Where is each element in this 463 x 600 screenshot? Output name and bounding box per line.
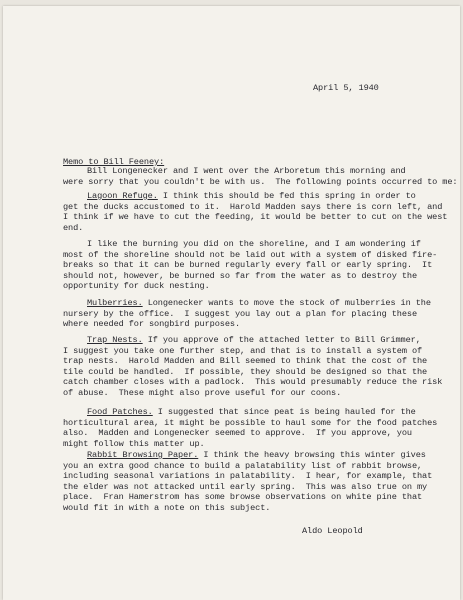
section-line: you an extra good chance to build a palatability list of rabbit browse, <box>63 460 423 471</box>
intro-line: Bill Longenecker and I went over the Arboretum this morning and <box>87 166 406 176</box>
section-line: I suggest you take one further step, and that is to install a system of <box>63 345 423 356</box>
section-line: I think if we have to cut the feeding, it would be better to cut on the west <box>63 212 448 223</box>
section-line: I like the burning you did on the shoreline, and I am wondering if <box>87 239 421 249</box>
letter-date: April 5, 1940 <box>313 83 379 93</box>
section-heading: Mulberries. <box>87 298 143 308</box>
section-food-patches <box>63 407 437 449</box>
section-trap-nests <box>63 335 442 399</box>
section-heading: Rabbit Browsing Paper. <box>87 450 199 460</box>
section-line: I suggested that since peat is being hauled for the <box>152 407 416 417</box>
section-line: I think the heavy browsing this winter gives <box>198 450 426 460</box>
section-line: the elder was not attacked until early spring. This was also true on my <box>63 481 428 492</box>
signature: Aldo Leopold <box>302 526 363 536</box>
section-line: where needed for songbird purposes. <box>63 319 240 330</box>
section-shoreline <box>63 239 437 292</box>
section-line: also. Madden and Longenecker seemed to approve. If you approve, you <box>63 428 412 439</box>
section-line: might follow this matter up. <box>63 438 205 449</box>
section-line: breaks so that it can be burned regularly every fall or early spring. It <box>63 260 433 271</box>
section-line: of abuse. These might also prove useful for our coons. <box>63 387 342 398</box>
section-line: nursery by the office. I suggest you lay out a plan for placing these <box>63 308 417 319</box>
section-line: horticultural area, it might be possible to haul some for the food patches <box>63 417 438 428</box>
intro-paragraph <box>63 166 457 187</box>
section-line: catch chamber closes with a padlock. This would presumably reduce the risk <box>63 377 443 388</box>
section-rabbit-browsing <box>63 450 432 514</box>
section-line: opportunity for duck nesting. <box>63 281 210 292</box>
section-mulberries <box>63 298 431 330</box>
section-line: I think this should be fed this spring in order to <box>157 191 416 201</box>
section-line: should not, however, be burned so far from the water as to destroy the <box>63 270 417 281</box>
section-heading: Lagoon Refuge. <box>87 191 158 201</box>
intro-line: were sorry that you couldn't be with us. The following points occurred to me: <box>63 176 458 187</box>
section-lagoon-refuge <box>63 191 447 233</box>
section-line: trap nests. Harold Madden and Bill seemed to think that the cost of the <box>63 356 428 367</box>
section-heading: Food Patches. <box>87 407 153 417</box>
section-heading: Trap Nests. <box>87 335 143 345</box>
section-line: would fit in with a note on this subject. <box>63 502 271 513</box>
section-line: most of the shoreline should not be laid out with a system of disked fire- <box>63 249 438 260</box>
section-line: end. <box>63 222 84 233</box>
section-line: Longenecker wants to move the stock of mulberries in the <box>142 298 431 308</box>
section-line: get the ducks accustomed to it. Harold Madden says there is corn left, and <box>63 201 443 212</box>
letter-page <box>3 6 460 600</box>
section-line: tile could be handled. If possible, they should be designed so that the <box>63 366 428 377</box>
section-line: including seasonal variations in palatability. I hear, for example, that <box>63 471 433 482</box>
section-line: If you approve of the attached letter to Bill Grimmer, <box>142 335 421 345</box>
section-line: place. Fran Hamerstrom has some browse observations on white pine that <box>63 492 423 503</box>
memo-heading: Memo to Bill Feeney: <box>63 157 165 167</box>
